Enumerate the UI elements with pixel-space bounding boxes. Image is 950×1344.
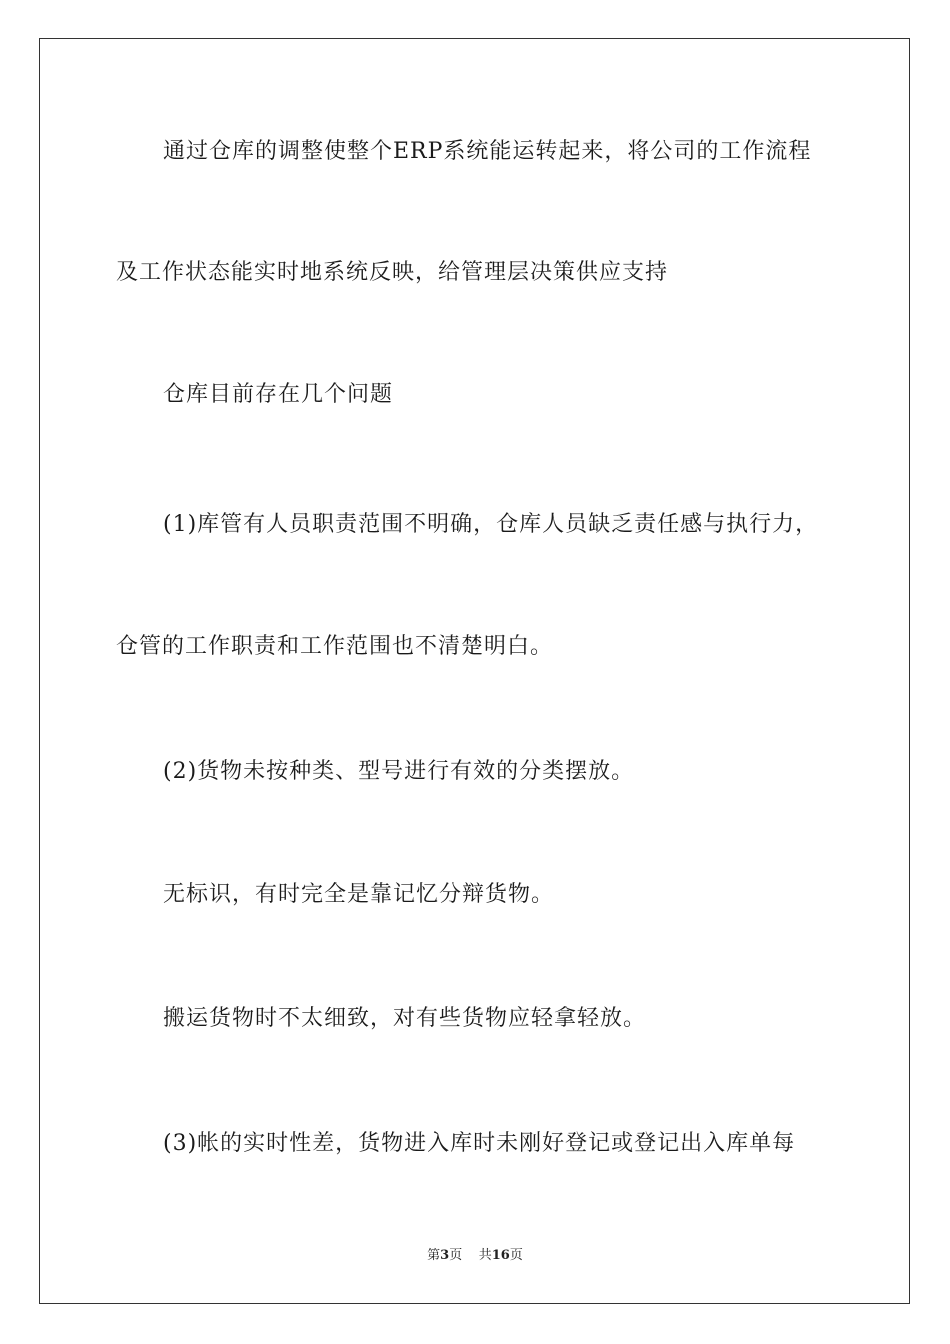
footer-total-suffix: 页 xyxy=(509,1248,523,1263)
page-border xyxy=(39,38,910,1304)
paragraph-line-2: 及工作状态能实时地系统反映，给管理层决策供应支持 xyxy=(116,260,669,285)
footer-total-prefix: 共 xyxy=(478,1248,492,1263)
paragraph-line-1: 通过仓库的调整使整个ERP系统能运转起来，将公司的工作流程 xyxy=(163,139,812,164)
paragraph-line-4: (1)库管有人员职责范围不明确，仓库人员缺乏责任感与执行力， xyxy=(163,512,819,537)
paragraph-line-6: (2)货物未按种类、型号进行有效的分类摆放。 xyxy=(163,759,635,784)
footer-page-number: 3 xyxy=(440,1248,450,1263)
footer-total-pages: 16 xyxy=(491,1248,510,1263)
page-footer xyxy=(0,1247,950,1265)
paragraph-line-5: 仓管的工作职责和工作范围也不清楚明白。 xyxy=(116,634,554,659)
footer-page-suffix: 页 xyxy=(449,1248,463,1263)
paragraph-line-9: (3)帐的实时性差，货物进入库时未刚好登记或登记出入库单每 xyxy=(163,1131,796,1156)
paragraph-line-8: 搬运货物时不太细致，对有些货物应轻拿轻放。 xyxy=(163,1006,647,1031)
paragraph-line-7: 无标识，有时完全是靠记忆分辩货物。 xyxy=(163,882,555,907)
footer-page-prefix: 第 xyxy=(427,1248,441,1263)
paragraph-line-3: 仓库目前存在几个问题 xyxy=(163,382,394,407)
